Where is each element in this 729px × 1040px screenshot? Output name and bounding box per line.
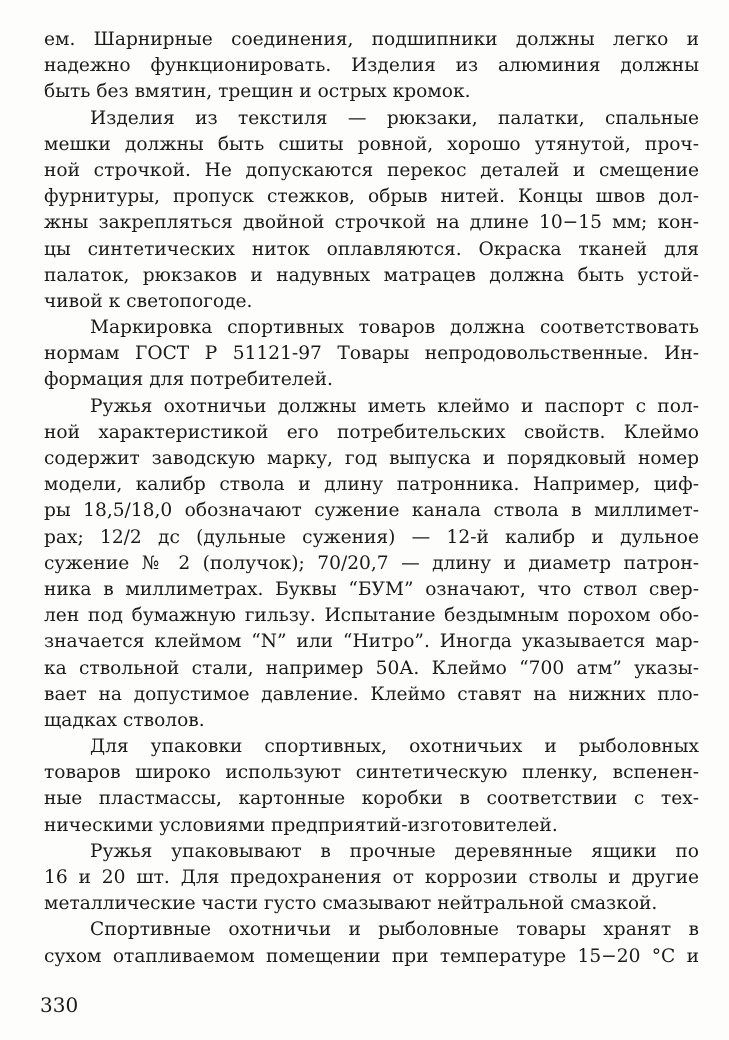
- text-line: металлические части густо смазывают нейтральной смазкой.: [44, 893, 658, 915]
- text-line: цы синтетических ниток оплавляются. Окраска тканей для: [44, 238, 699, 260]
- text-line: щадках стволов.: [44, 709, 205, 731]
- text-line: быть без вмятин, трещин и острых кромок.: [44, 81, 471, 103]
- text-line: Маркировка спортивных товаров должна соответствовать: [90, 317, 699, 339]
- text-line: ной характеристикой его потребительских свойств. Клеймо: [44, 421, 699, 443]
- text-line: ные пластмассы, картонные коробки в соответствии с тех-: [44, 788, 699, 810]
- text-line: фурнитуры, пропуск стежков, обрыв нитей. Концы швов дол-: [44, 186, 699, 208]
- text-line: формация для потребителей.: [44, 369, 333, 391]
- text-line: сухом отапливаемом помещении при температуре 15−20 °С и: [44, 945, 699, 967]
- text-line: Спортивные охотничьи и рыболовные товары хранят в: [90, 919, 699, 941]
- text-line: 16 и 20 шт. Для предохранения от коррозии стволы и другие: [44, 867, 699, 888]
- page-number: 330: [40, 993, 79, 1017]
- text-line: модели, калибр ствола и длину патронника. Например, циф-: [44, 474, 699, 496]
- text-line: ной строчкой. Не допускаются перекос деталей и смещение: [44, 159, 699, 181]
- text-line: ника в миллиметрах. Буквы “БУМ” означают, что ствол свер-: [44, 578, 699, 600]
- text-line: мешки должны быть сшиты ровной, хорошо утянутой, проч-: [44, 133, 699, 155]
- text-line: Ружья упаковывают в прочные деревянные ящики по: [90, 840, 699, 862]
- text-line: лен под бумажную гильзу. Испытание бездымным порохом обо-: [44, 605, 699, 627]
- text-line: надежно функционировать. Изделия из алюминия должны: [44, 55, 699, 77]
- text-line: товаров широко используют синтетическую пленку, вспенен-: [44, 762, 699, 784]
- text-line: жны закрепляться двойной строчкой на длине 10−15 мм; кон-: [44, 212, 699, 234]
- text-line: значается клеймом “N” или “Нитро”. Иногда указывается мар-: [44, 631, 699, 653]
- text-line: ническими условиями предприятий-изготовителей.: [44, 814, 558, 836]
- text-line: Изделия из текстиля — рюкзаки, палатки, спальные: [90, 107, 699, 129]
- text-line: содержит заводскую марку, год выпуска и порядковый номер: [44, 448, 699, 469]
- text-line: рах; 12/2 дс (дульные сужения) — 12-й калибр и дульное: [44, 526, 699, 548]
- text-line: сужение № 2 (получок); 70/20,7 — длину и диаметр патрон-: [44, 552, 699, 574]
- text-line: палаток, рюкзаков и надувных матрацев должна быть устой-: [44, 264, 699, 286]
- text-line: Для упаковки спортивных, охотничьих и рыболовных: [90, 736, 699, 758]
- page-body-text: [44, 27, 699, 970]
- text-line: ем. Шарнирные соединения, подшипники должны легко и: [44, 29, 699, 50]
- text-line: Ружья охотничьи должны иметь клеймо и паспорт с пол-: [90, 395, 699, 417]
- text-line: нормам ГОСТ Р 51121-97 Товары непродовольственные. Ин-: [44, 343, 699, 365]
- text-line: чивой к светопогоде.: [44, 290, 253, 312]
- text-line: ры 18,5/18,0 обозначают сужение канала ствола в миллимет-: [44, 500, 699, 522]
- text-line: ка ствольной стали, например 50А. Клеймо “700 атм” указы-: [44, 657, 699, 679]
- text-line: вает на допустимое давление. Клеймо ставят на нижних пло-: [44, 683, 699, 705]
